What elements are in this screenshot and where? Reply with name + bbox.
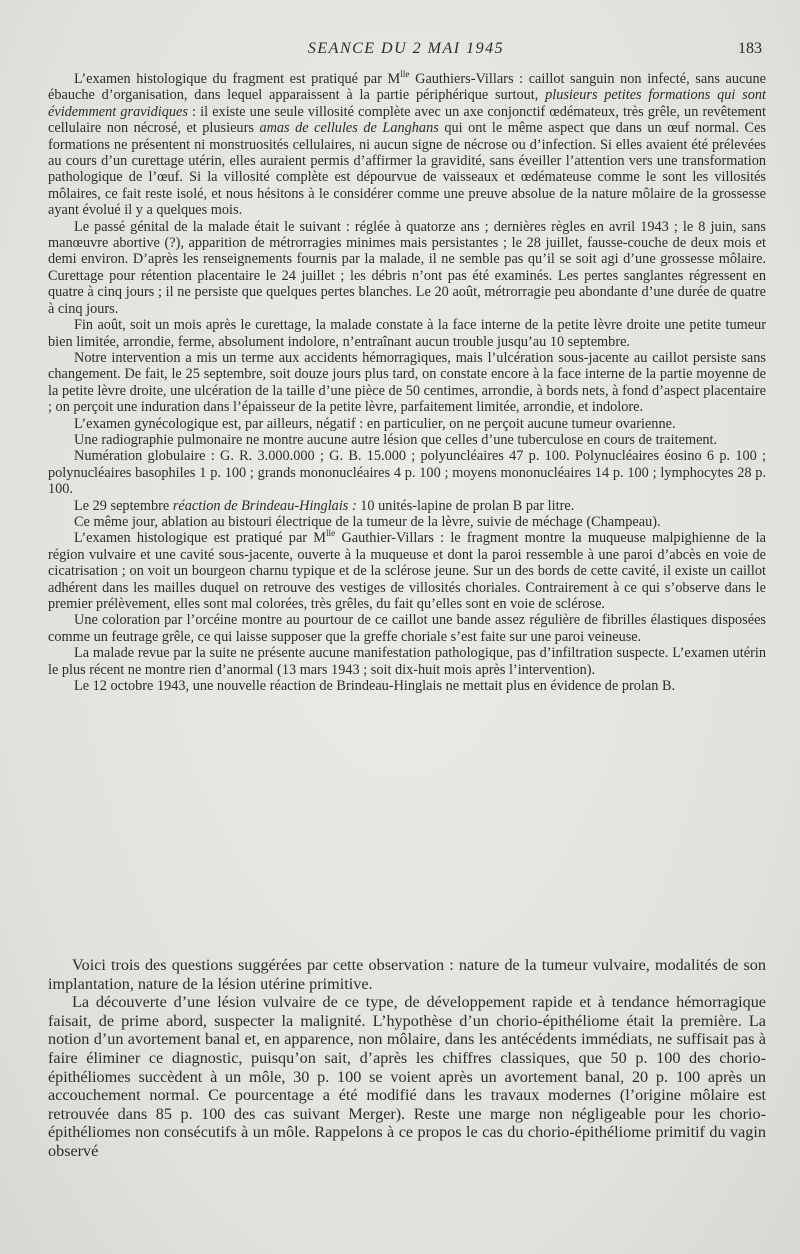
- paragraph: Numération globulaire : G. R. 3.000.000 ; G. B. 15.000 ; polyuncléaires 47 p. 100. Polynucléaires éosino 6 p. 100 ; polynucléaires basophiles 1 p. 100 ; grands mononucléaires 4 p. 100 ; moyens mononucléaires 14 p. 100 ; lymphocytes 28 p. 100.: [48, 448, 766, 498]
- observation-section: [48, 71, 766, 694]
- paragraph: Le passé génital de la malade était le suivant : réglée à quatorze ans ; dernières règles en avril 1943 ; le 8 juin, sans manœuvre abortive (?), apparition de métrorragies minimes mais persistantes ; le 28 juillet, fausse-couche de deux mois et demi environ. D’après les renseignements fournis par la malade, il ne semble pas qu’il se soit agi d’une grossesse môlaire. Curettage pour rétention placentaire le 24 juillet ; les débris n’ont pas été examinés. Les pertes sanglantes régressent en quatre à cinq jours ; il ne persiste que quelques pertes blanches. Le 20 août, métrorragie peu abondante d’une durée de quatre à cinq jours.: [48, 218, 766, 317]
- paragraph: L’examen histologique est pratiqué par $M^{lle}$ Gauthier-Villars : le fragment montre la muqueuse malpighienne de la région vulvaire et une cavité sous-jacente, ouverte à la muqueuse et dont la paroi ressemble à une paroi d’abcès en voie de cicatrisation ; on voit un bourgeon charnu typique et de la sclérose jeune. Sur un des bords de cette cavité, il existe un caillot adhérent dans les mailles duquel on retrouve des vestiges de villosités choriales. Contrairement à ce qui s’observe dans le premier prélèvement, elles sont mal colorées, très grêles, du fait qu’elles sont en voie de sclérose.: [48, 529, 766, 612]
- paragraph: La découverte d’une lésion vulvaire de ce type, de développement rapide et à tendance hémorragique faisait, de prime abord, suspecter la malignité. L’hypothèse d’un chorio-épithéliome était la première. La notion d’un avortement banal et, en apparence, non môlaire, dans les antécédents immédiats, ne suffisait pas à faire éliminer ce diagnostic, puisqu’on sait, d’après les chiffres classiques, que 50 p. 100 des chorio-épithéliomes succèdent à un môle, 30 p. 100 se voient après un avortement banal, 20 p. 100 après un accouchement normal. Ce pourcentage a été modifié dans les travaux modernes (l’origine môlaire est retrouvée dans 85 p. 100 des cas suivant Merger). Reste une marge non négligeable pour les chorio-épithéliomes non consécutifs à un môle. Rappelons à ce propos le cas du chorio-épithéliome primitif du vagin observé: [48, 993, 766, 1160]
- page-number: 183: [738, 40, 762, 57]
- paragraph: La malade revue par la suite ne présente aucune manifestation pathologique, pas d’infiltration suspecte. L’examen utérin le plus récent ne montre rien d’anormal (13 mars 1943 ; soit dix-huit mois après l’intervention).: [48, 645, 766, 678]
- paragraph: Fin août, soit un mois après le curettage, la malade constate à la face interne de la petite lèvre droite une petite tumeur bien limitée, arrondie, ferme, absolument indolore, n’entraînant aucun trouble jusqu’au 10 septembre.: [48, 317, 766, 350]
- paragraph: Notre intervention a mis un terme aux accidents hémorragiques, mais l’ulcération sous-jacente au caillot persiste sans changement. De fait, le 25 septembre, soit douze jours plus tard, on constate encore à la face interne de la partie moyenne de la petite lèvre droite, une ulcération de la taille d’une pièce de 50 centimes, arrondie, à bords nets, à fond d’aspect placentaire ; on perçoit une induration dans l’épaisseur de la petite lèvre, parfaitement limitée, arrondie, et indolore.: [48, 349, 766, 416]
- paragraph: L’examen histologique du fragment est pratiqué par $M^{lle}$ Gauthiers-Villars : caillot sanguin non infecté, sans aucune ébauche d’organisation, dans lequel apparaissent à la partie périphérique surtout, plusieurs petites formations qui sont évidemment gravidiques : il existe une seule villosité complète avec un axe conjonctif œdémateux, très grêle, un revêtement cellulaire non nécrosé, et plusieurs amas de cellules de Langhans qui ont le même aspect que dans un œuf normal. Ces formations ne présentent ni monstruosités cellulaires, ni aucun signe de nécrose ou d’infection. Si elles avaient été prélevées au cours d’un curettage utérin, elles auraient permis d’affirmer la gravidité, sans éveiller l’attention vers une transformation pathologique de l’œuf. Si la villosité complète est dépourvue de vaisseaux et œdémateuse comme le sont les villosités môlaires, ce fait reste isolé, et nous hésitons à le considérer comme une preuve absolue de la nature môlaire de la grossesse ayant évolué il y a quelques mois.: [48, 70, 767, 219]
- paragraph: Une coloration par l’orcéine montre au pourtour de ce caillot une bande assez régulière de fibrilles élastiques disposées comme un feutrage grêle, ce qui laisse supposer que la greffe choriale s’est faite sur une paroi veineuse.: [48, 612, 766, 645]
- paragraph: Le 29 septembre réaction de Brindeau-Hinglais : 10 unités-lapine de prolan B par litre.: [74, 497, 575, 514]
- running-header: [48, 40, 764, 62]
- discussion-section: [48, 956, 766, 1161]
- paragraph: Une radiographie pulmonaire ne montre aucune autre lésion que celles d’une tuberculose en cours de traitement.: [74, 431, 718, 448]
- paragraph: Voici trois des questions suggérées par cette observation : nature de la tumeur vulvaire, modalités de son implantation, nature de la lésion utérine primitive.: [48, 956, 766, 993]
- running-title: SEANCE DU 2 MAI 1945: [307, 40, 505, 57]
- paragraph: Le 12 octobre 1943, une nouvelle réaction de Brindeau-Hinglais ne mettait plus en évidence de prolan B.: [74, 678, 676, 695]
- paragraph: Ce même jour, ablation au bistouri électrique de la tumeur de la lèvre, suivie de méchage (Champeau).: [74, 513, 661, 530]
- paragraph: L’examen gynécologique est, par ailleurs, négatif : en particulier, on ne perçoit aucune tumeur ovarienne.: [74, 415, 676, 432]
